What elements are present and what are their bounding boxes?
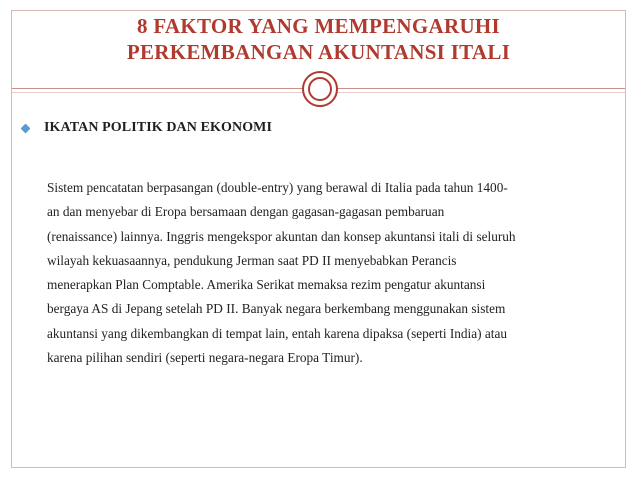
paragraph-line: bergaya AS di Jepang setelah PD II. Banyak negara berkembang menggunakan sistem <box>47 301 506 317</box>
paragraph-line: (renaissance) lainnya. Inggris mengekspor akuntan dan konsep akuntansi itali di seluruh <box>47 228 516 244</box>
body-paragraph <box>47 176 607 370</box>
paragraph-line: karena pilihan sendiri (seperti negara-negara Eropa Timur). <box>47 350 363 366</box>
bullet-heading: IKATAN POLITIK DAN EKONOMI <box>44 120 273 135</box>
circle-ornament-icon <box>302 71 338 107</box>
paragraph-line: menerapkan Plan Comptable. Amerika Serikat memaksa rezim pengatur akuntansi <box>47 277 486 293</box>
diamond-bullet-icon <box>21 123 31 133</box>
circle-ornament-inner <box>308 77 332 101</box>
title-line-2: PERKEMBANGAN AKUNTANSI ITALI <box>126 40 511 64</box>
paragraph-line: an dan menyebar di Eropa bersamaan dengan gagasan-gagasan pembaruan <box>47 204 445 220</box>
paragraph-line: akuntansi yang dikembangkan di tempat lain, entah karena dipaksa (seperti India) atau <box>47 325 508 341</box>
paragraph-line: Sistem pencatatan berpasangan (double-entry) yang berawal di Italia pada tahun 1400- <box>47 180 508 195</box>
paragraph-line: wilayah kekuasaannya, pendukung Jerman saat PD II menyebabkan Perancis <box>47 252 457 268</box>
title-line-1: 8 FAKTOR YANG MEMPENGARUHI <box>136 14 501 38</box>
bullet-item <box>22 120 272 136</box>
